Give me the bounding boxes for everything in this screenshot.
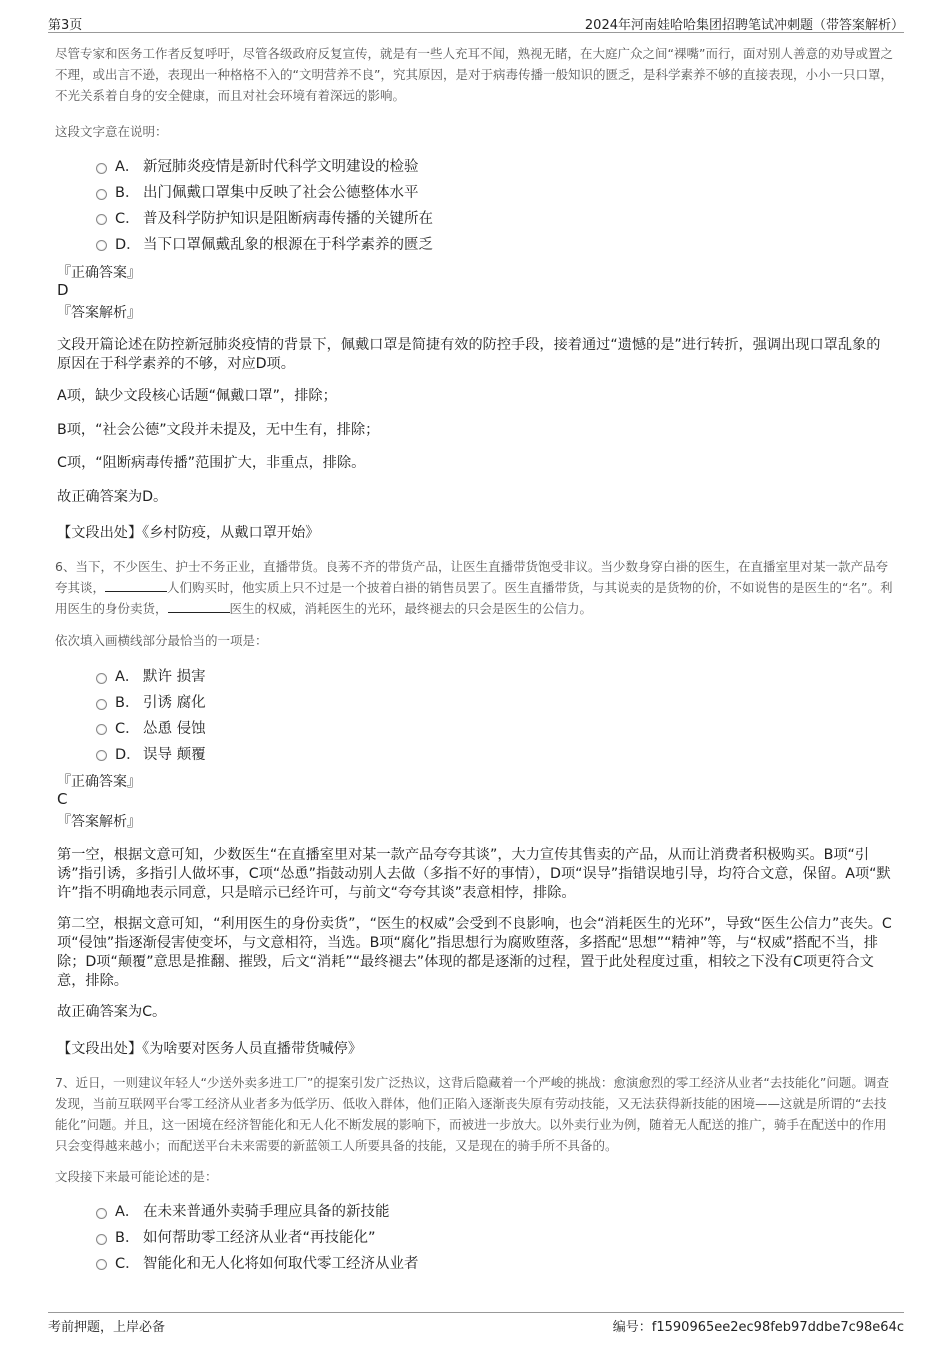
q6-options [96, 663, 206, 766]
q6-option-b[interactable]: B． 引诱 腐化 [96, 689, 206, 715]
q5-analysis-p1: 文段开篇论述在防控新冠肺炎疫情的背景下，佩戴口罩是简捷有效的防控手段，接着通过“遗憾的是”进行转折，强调出现口罩乱象的原因在于科学素养的不够，对应D项。 [57, 337, 881, 372]
q5-source: 【文段出处】《乡村防疫，从戴口罩开始》 [57, 525, 320, 541]
q7-passage: 7、近日，一则建议年轻人“少送外卖多进工厂”的提案引发广泛热议，这背后隐藏着一个严峻的挑战：愈演愈烈的零工经济从业者“去技能化”问题。调查发现，当前互联网平台零工经济从业者多为低学历、低收入群体，他们正陷入逐渐丧失原有劳动技能，又无法获得新技能的困境——这就是所谓的“去技能化”问题。并且，这一困境在经济智能化和无人化不断发展的影响下，而被进一步放大。以外卖行业为例，随着无人配送的推广，骑手在配送中的作用只会变得越来越小；而配送平台未来需要的新蓝领工人所要具备的技能，又是现在的骑手所不具备的。 [55, 1075, 889, 1153]
q5-option-b[interactable]: B． 出门佩戴口罩集中反映了社会公德整体水平 [96, 179, 433, 205]
q7-option-a[interactable]: A． 在未来普通外卖骑手理应具备的新技能 [96, 1198, 419, 1224]
radio-icon[interactable] [96, 673, 107, 684]
q6-analysis-p1: 第一空，根据文意可知，少数医生“在直播室里对某一款产品夸夸其谈”，大力宣传其售卖的产品，从而让消费者积极购买。B项“引诱”指引诱，多指引人做坏事，C项“怂恿”指鼓动别人去做（多指不好的事情），D项“误导”指错误地引导，均符合文意，保留。A项“默许”指不明确地表示同意，只是暗示已经许可，与前文“夸夸其谈”表意相悖，排除。 [57, 847, 891, 901]
q7-prompt: 文段接下来最可能论述的是： [55, 1169, 218, 1184]
q6-option-c[interactable]: C． 怂恿 侵蚀 [96, 715, 206, 741]
q5-option-c[interactable]: C． 普及科学防护知识是阻断病毒传播的关键所在 [96, 205, 433, 231]
q5-passage: 尽管专家和医务工作者反复呼吁，尽管各级政府反复宣传，就是有一些人充耳不闻，熟视无睹，在大庭广众之间“裸嘴”而行，面对别人善意的劝导或置之不理，或出言不逊，表现出一种格格不入的“文明营养不良”，究其原因，是对于病毒传播一般知识的匮乏，是科学素养不够的直接表现，小小一只口罩，不光关系着自身的安全健康，而且对社会环境有着深远的影响。 [55, 46, 893, 103]
q6-blank-1[interactable] [105, 578, 167, 592]
q6-source: 【文段出处】《为啥要对医务人员直播带货喊停》 [57, 1041, 363, 1057]
q7-option-c[interactable]: C． 智能化和无人化将如何取代零工经济从业者 [96, 1250, 419, 1276]
q5-answer-label: 『正确答案』 [57, 265, 141, 281]
q7-option-b[interactable]: B． 如何帮助零工经济从业者“再技能化” [96, 1224, 419, 1250]
q5-analysis-p3: B项，“社会公德”文段并未提及，无中生有，排除； [57, 422, 380, 438]
page-number: 第3页 [48, 18, 83, 33]
radio-icon[interactable] [96, 1259, 107, 1270]
q6-analysis-p2: 第二空，根据文意可知，“利用医生的身份卖货”，“医生的权威”会受到不良影响，也会“消耗医生的光环”，导致“医生公信力”丧失。C项“侵蚀”指逐渐侵害使变坏，与文意相符，当选。B项“腐化”指思想行为腐败堕落，多搭配“思想”“精神”等，与“权威”搭配不当，排除；D项“颠覆”意思是推翻、摧毁，后文“消耗”“最终褪去”体现的都是逐渐的过程，置于此处程度过重，相较之下没有C项更符合文意，排除。 [57, 916, 892, 989]
document-title: 2024年河南娃哈哈集团招聘笔试冲刺题（带答案解析） [584, 18, 904, 33]
q6-answer: C [57, 790, 68, 808]
q5-analysis-p2: A项，缺少文段核心话题“佩戴口罩”，排除； [57, 388, 337, 404]
q6-passage: 6、当下，不少医生、护士不务正业，直播带货。良莠不齐的带货产品，让医生直播带货饱受非议。当少数身穿白褂的医生，在直播室里对某一款产品夸夸其谈， 人们购买时，他实质上只不过是一个披着白褂的销售员罢了。医生直播带货，与其说卖的是货物的价，不如说售的是医生的“名”。利用医生的身份卖货， 医生的权威，消耗医生的光环，最终褪去的只会是医生的公信力。 [55, 559, 893, 616]
q6-answer-label: 『正确答案』 [57, 774, 141, 790]
q5-options [96, 153, 433, 256]
document-id: 编号：f1590965ee2ec98feb97ddbe7c98e64c [612, 1320, 904, 1335]
q5-option-d[interactable]: D． 当下口罩佩戴乱象的根源在于科学素养的匮乏 [96, 230, 433, 256]
radio-icon[interactable] [96, 724, 107, 735]
page-footer [48, 1312, 904, 1337]
q5-answer: D [57, 281, 69, 299]
q5-analysis-label: 『答案解析』 [57, 305, 141, 321]
q6-analysis-label: 『答案解析』 [57, 814, 141, 830]
q7-options [96, 1198, 419, 1275]
radio-icon[interactable] [96, 699, 107, 710]
page-header [48, 12, 904, 33]
q6-analysis-p3: 故正确答案为C。 [57, 1004, 167, 1020]
q6-prompt: 依次填入画横线部分最恰当的一项是： [55, 633, 268, 648]
q5-prompt: 这段文字意在说明： [55, 124, 168, 139]
q6-blank-2[interactable] [168, 599, 230, 613]
radio-icon[interactable] [96, 240, 107, 251]
radio-icon[interactable] [96, 189, 107, 200]
radio-icon[interactable] [96, 1234, 107, 1245]
radio-icon[interactable] [96, 1208, 107, 1219]
q5-analysis-p5: 故正确答案为D。 [57, 489, 168, 505]
footer-slogan: 考前押题，上岸必备 [48, 1320, 166, 1335]
q6-option-a[interactable]: A． 默许 损害 [96, 663, 206, 689]
radio-icon[interactable] [96, 214, 107, 225]
q5-option-a[interactable]: A． 新冠肺炎疫情是新时代科学文明建设的检验 [96, 153, 433, 179]
radio-icon[interactable] [96, 163, 107, 174]
radio-icon[interactable] [96, 750, 107, 761]
q6-option-d[interactable]: D． 误导 颠覆 [96, 740, 206, 766]
q5-analysis-p4: C项，“阻断病毒传播”范围扩大，非重点，排除。 [57, 455, 366, 471]
